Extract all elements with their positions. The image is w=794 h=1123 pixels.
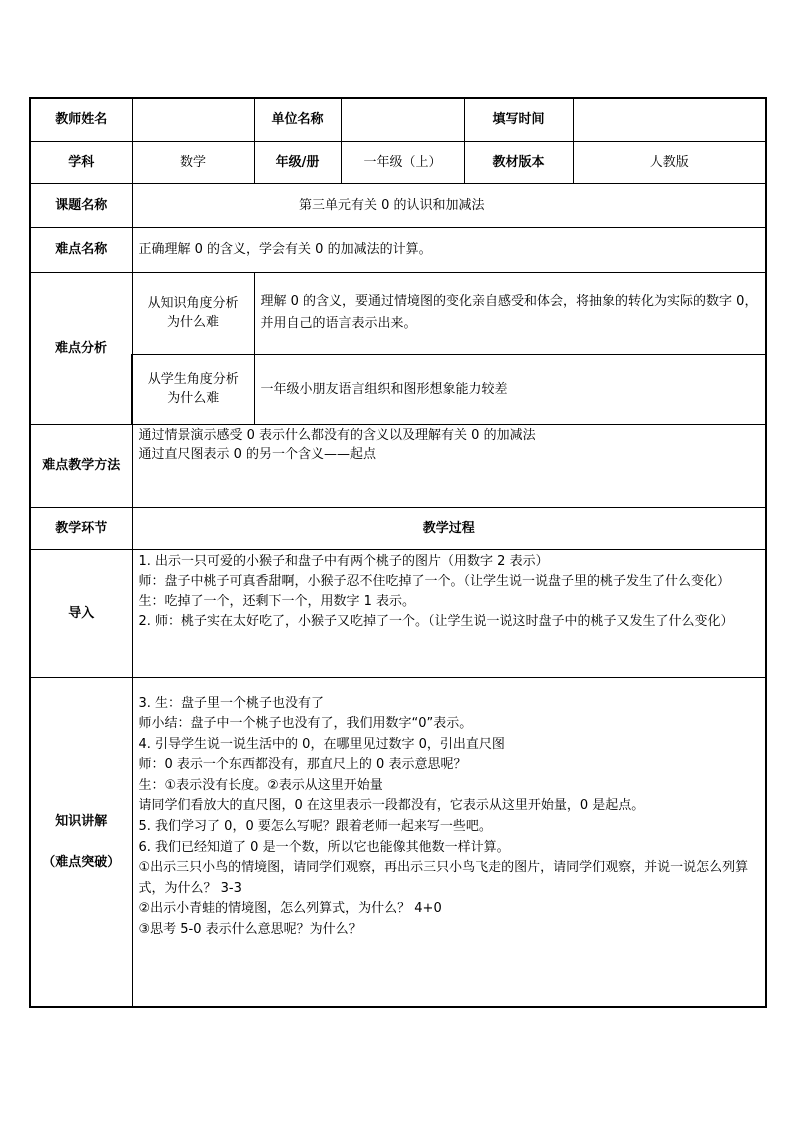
knowledge-line-8: 6. 我们已经知道了 0 是一个数，所以它也能像其他数一样计算。 — [138, 839, 510, 855]
lesson-plan-table — [29, 97, 767, 1008]
knowledge-label-line2: （难点突破） — [42, 854, 121, 870]
subject-value: 数学 — [132, 141, 254, 183]
unit-name-label: 单位名称 — [254, 98, 341, 141]
method-label: 难点教学方法 — [30, 424, 132, 507]
intro-label: 导入 — [30, 549, 132, 677]
method-row — [30, 424, 766, 507]
knowledge-angle-label-line2: 为什么难 — [166, 315, 219, 330]
knowledge-line-5: 生：①表示没有长度。②表示从这里开始量 — [138, 777, 383, 793]
intro-content — [132, 549, 766, 677]
intro-line-4: 2. 师：桃子实在太好吃了，小猴子又吃掉了一个。（让学生说一说这时盘子中的桃子又发生了什么变化） — [138, 613, 734, 629]
grade-label: 年级/册 — [254, 141, 341, 183]
unit-name-value — [341, 98, 464, 141]
intro-line-3: 生：吃掉了一个，还剩下一个，用数字 1 表示。 — [138, 593, 416, 609]
knowledge-line-10: ②出示小青蛙的情境图，怎么列算式，为什么？ 4+0 — [138, 901, 442, 917]
knowledge-line-2: 师小结：盘子中一个桃子也没有了，我们用数字“0”表示。 — [138, 716, 473, 732]
knowledge-angle-label-line1: 从知识角度分析 — [147, 296, 239, 311]
knowledge-line-1: 3. 生：盘子里一个桃子也没有了 — [138, 695, 325, 711]
knowledge-label — [30, 677, 132, 1007]
meta-row — [30, 141, 766, 183]
topic-row — [30, 183, 766, 227]
teacher-name-label: 教师姓名 — [30, 98, 132, 141]
difficulty-row — [30, 227, 766, 272]
fill-date-value — [573, 98, 766, 141]
knowledge-line-3: 4. 引导学生说一说生活中的 0，在哪里见过数字 0，引出直尺图 — [138, 736, 505, 752]
process-header-label: 教学过程 — [132, 507, 766, 549]
student-angle-label-line2: 为什么难 — [167, 391, 220, 406]
student-angle-label-line1: 从学生角度分析 — [147, 372, 239, 387]
student-angle-label — [132, 354, 254, 424]
teacher-name-value — [132, 98, 254, 141]
analysis-label: 难点分析 — [30, 272, 132, 424]
grade-value: 一年级（上） — [341, 141, 464, 183]
intro-line-1: 1. 出示一只可爱的小猴子和盘子中有两个桃子的图片（用数字 2 表示） — [138, 553, 549, 569]
knowledge-line-4: 师：0 表示一个东西都没有，那直尺上的 0 表示意思呢？ — [138, 757, 467, 773]
intro-row — [30, 549, 766, 677]
knowledge-label-line1: 知识讲解 — [55, 813, 108, 829]
stage-header-label: 教学环节 — [30, 507, 132, 549]
edition-label: 教材版本 — [464, 141, 573, 183]
subject-label: 学科 — [30, 141, 132, 183]
difficulty-value: 正确理解 0 的含义，学会有关 0 的加减法的计算。 — [132, 227, 766, 272]
difficulty-label: 难点名称 — [30, 227, 132, 272]
method-line-1: 通过情景演示感受 0 表示什么都没有的含义以及理解有关 0 的加减法 — [138, 427, 536, 443]
knowledge-row — [30, 677, 766, 1007]
fill-date-label: 填写时间 — [464, 98, 573, 141]
method-line-2: 通过直尺图表示 0 的另一个含义——起点 — [138, 446, 377, 462]
knowledge-line-11: ③思考 5-0 表示什么意思呢？为什么？ — [138, 922, 362, 938]
header-row — [30, 98, 766, 141]
intro-line-2: 师：盘子中桃子可真香甜啊，小猴子忍不住吃掉了一个。（让学生说一说盘子里的桃子发生了什么变化） — [138, 573, 731, 589]
analysis-student-row — [30, 354, 766, 424]
knowledge-line-6: 请同学们看放大的直尺图，0 在这里表示一段都没有，它表示从这里开始量，0 是起点。 — [138, 798, 645, 814]
knowledge-line-7: 5. 我们学习了 0，0 要怎么写呢？跟着老师一起来写一些吧。 — [138, 819, 492, 835]
knowledge-line-9: ①出示三只小鸟的情境图，请同学们观察，再出示三只小鸟飞走的图片，请同学们观察，并说一说怎么列算式，为什么？ 3-3 — [138, 860, 749, 896]
student-angle-value: 一年级小朋友语言组织和图形想象能力较差 — [254, 354, 766, 424]
knowledge-angle-label — [132, 272, 254, 354]
method-value — [132, 424, 766, 507]
topic-label: 课题名称 — [30, 183, 132, 227]
knowledge-content — [132, 677, 766, 1007]
process-header-row — [30, 507, 766, 549]
analysis-knowledge-row — [30, 272, 766, 354]
edition-value: 人教版 — [573, 141, 766, 183]
topic-value: 第三单元有关 0 的认识和加减法 — [132, 183, 766, 227]
knowledge-angle-value: 理解 0 的含义，要通过情境图的变化亲自感受和体会，将抽象的转化为实际的数字 0，并用自己的语言表示出来。 — [254, 272, 766, 354]
